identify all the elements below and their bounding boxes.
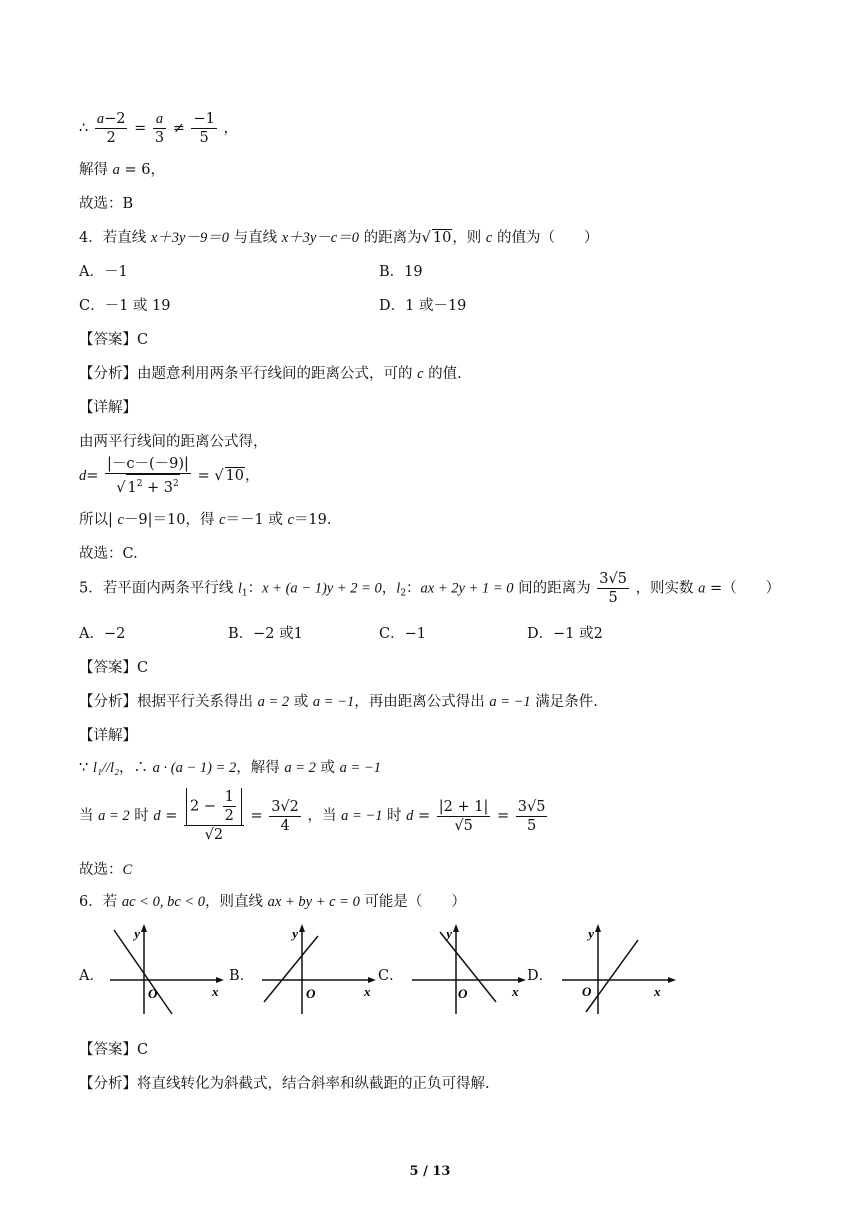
page-number: 5 / 13 xyxy=(409,1164,451,1179)
q4-analysis: 【分析】由题意利用两条平行线间的距离公式，可的 c 的值. xyxy=(79,366,462,382)
choose-line: 故选：B xyxy=(79,196,134,212)
question-6: 6．若 ac < 0, bc < 0，则直线 ax + by + c = 0 可能是（ ） xyxy=(79,894,466,910)
q4-answer: 【答案】C xyxy=(79,332,149,348)
x-axis-label: x xyxy=(654,984,661,999)
q4-choose: 故选：C. xyxy=(79,546,138,562)
fraction-2: $\frac{a}{3}$ xyxy=(154,111,165,146)
q6-option-a: A． xyxy=(79,968,104,984)
y-axis-label: y xyxy=(134,926,140,941)
question-5: 5．若平面内两条平行线 $l_1$：x + (a − 1)y + 2 = 0，$l_2$：ax + 2y + 1 = 0 间的距离为 $\frac{3√5}{5}$ ，则实数 a =（ ） xyxy=(79,571,781,606)
q5-option-a: A．−2 xyxy=(79,626,126,642)
q6-option-c: C． xyxy=(378,968,404,984)
ratio-line: ∴ $\frac{a-2}{2}$ = $\frac{a}{3}$ ≠ $\frac{-1}{5}$ ， xyxy=(79,111,238,146)
x-axis-label: x xyxy=(212,984,219,999)
q5-analysis: 【分析】根据平行关系得出 a = 2 或 a = −1，再由距离公式得出 a = −1 满足条件. xyxy=(79,694,598,710)
q6-graph-d xyxy=(552,922,682,1018)
q5-answer: 【答案】C xyxy=(79,660,149,676)
q4-option-a: A．－1 xyxy=(79,264,128,280)
question-4: 4．若直线 x＋3y－9＝0 与直线 x＋3y－c＝0 的距离为√ 10，则 c 的值为（ ） xyxy=(79,230,599,246)
fraction-1: $\frac{a-2}{2}$ xyxy=(96,111,126,146)
q6-option-d: D． xyxy=(527,968,554,984)
origin-label: O xyxy=(458,986,468,1001)
q5-detail-heading: 【详解】 xyxy=(79,728,137,744)
origin-label: O xyxy=(306,986,316,1001)
q4-option-d: D．1 或－19 xyxy=(379,298,467,314)
q4-detail-3: 所以| c－9|＝10，得 c＝－1 或 c＝19. xyxy=(79,512,332,528)
y-axis-label: y xyxy=(446,926,452,941)
x-axis-label: x xyxy=(364,984,371,999)
q5-detail-2: 当 a = 2 时 d = 2 − $\frac{1}{2}$ √2 = $\frac{3√2}{4}$ ，当 a = −1 时 d = $\frac{|2 + 1|}{√5}$ = $\frac{3√5}{5}$ xyxy=(79,789,546,843)
q5-option-c: C．−1 xyxy=(379,626,426,642)
q4-fraction: $\frac{|-c-(-9)|}{√ 1^2 + 3^2}$ xyxy=(107,456,189,496)
q6-answer: 【答案】C xyxy=(79,1042,149,1058)
x-axis-label: x xyxy=(512,984,519,999)
q4-detail-1: 由两平行线间的距离公式得， xyxy=(79,434,268,450)
q4-distance-formula: d= $\frac{|-c-(-9)|}{√ 1^2 + 3^2}$ = √ 10， xyxy=(79,456,260,496)
q5-detail-1: ∵ l₁//l₂，∴ a · (a − 1) = 2，解得 a = 2 或 a = −1 xyxy=(79,760,381,776)
fraction-3: $\frac{-1}{5}$ xyxy=(193,111,215,146)
q5-d2-result: $\frac{3√5}{5}$ xyxy=(517,798,546,834)
q6-graph-a xyxy=(100,922,230,1018)
q4-detail-heading: 【详解】 xyxy=(79,400,137,416)
origin-label: O xyxy=(582,984,592,999)
origin-label: O xyxy=(148,986,158,1001)
q6-graph-c xyxy=(402,922,532,1018)
q5-d1-fraction: 2 − $\frac{1}{2}$ √2 xyxy=(184,788,244,844)
q5-choose: 故选：C xyxy=(79,862,133,878)
y-axis-label: y xyxy=(588,926,594,941)
q6-graph-b xyxy=(252,922,382,1018)
q5-option-d: D．−1 或2 xyxy=(527,626,603,642)
solve-line: 解得 a = 6， xyxy=(79,162,165,178)
q6-option-b: B． xyxy=(229,968,255,984)
y-axis-label: y xyxy=(292,926,298,941)
q5-option-b: B．−2 或1 xyxy=(228,626,303,642)
q6-analysis: 【分析】将直线转化为斜截式，结合斜率和纵截距的正负可得解. xyxy=(79,1076,490,1092)
q5-distance-fraction: $\frac{3√5}{5}$ xyxy=(599,571,627,606)
q5-d2-fraction: $\frac{|2 + 1|}{√5}$ xyxy=(438,798,489,834)
q5-d1-result: $\frac{3√2}{4}$ xyxy=(271,798,299,834)
q4-option-b: B．19 xyxy=(379,264,423,280)
q4-option-c: C．－1 或 19 xyxy=(79,298,171,314)
